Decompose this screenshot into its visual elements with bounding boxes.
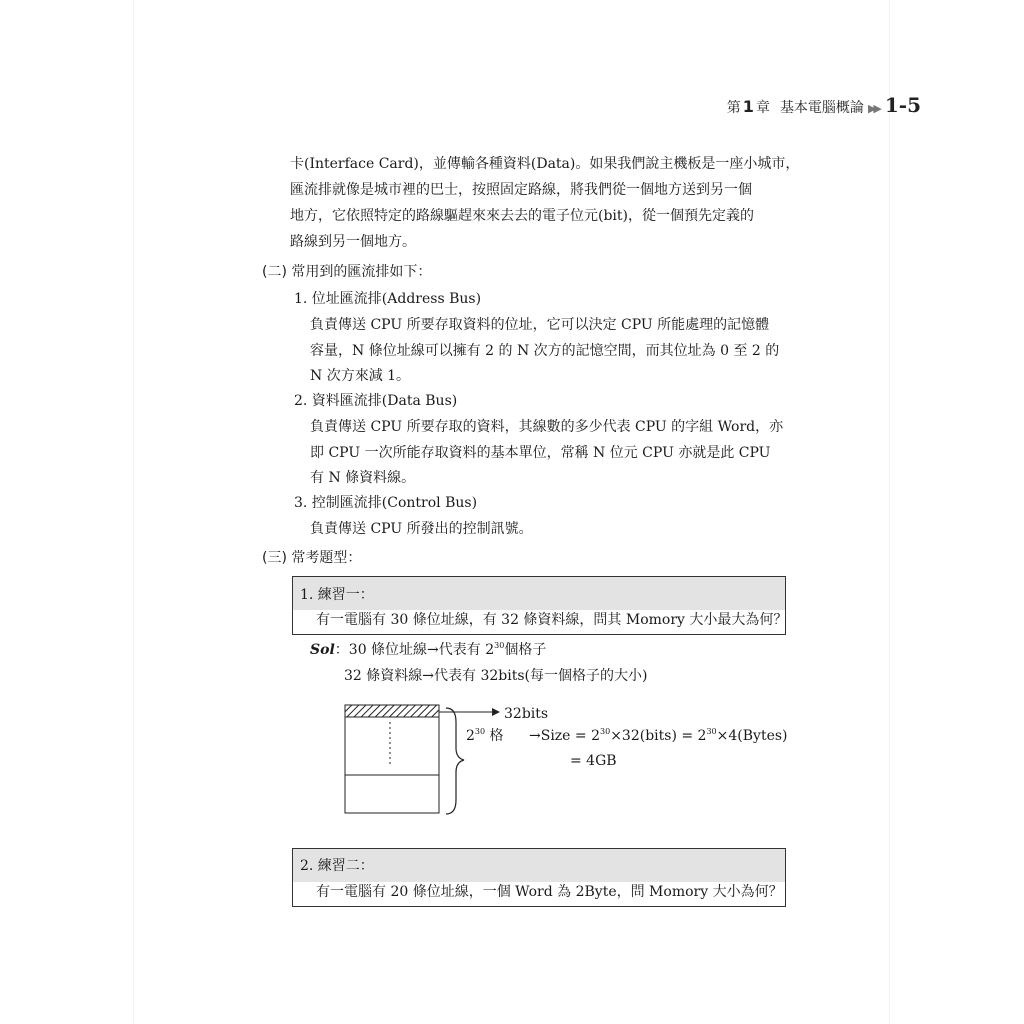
solution-line-2: 32 條資料線→代表有 32bits(每一個格子的大小) (344, 668, 648, 684)
chapter-suffix: 章 (755, 100, 770, 116)
rows-label (466, 726, 504, 746)
rows-brace (446, 708, 464, 814)
rows-exponent: 30 (474, 727, 486, 736)
intro-line-4: 路線到另一個地方。 (290, 234, 416, 250)
memory-first-cell-hatched (345, 705, 439, 717)
solution-line-1-b: 個格子 (504, 642, 547, 658)
memory-diagram (342, 700, 762, 820)
item-1-line-2: 容量，N 條位址線可以擁有 2 的 N 次方的記憶空間，而其位址為 0 至 2 的 (310, 343, 780, 359)
item-1-title: 1. 位址匯流排(Address Bus) (294, 291, 482, 307)
section-3-heading: (三) 常考題型： (262, 550, 362, 566)
size-exponent-2: 30 (706, 727, 717, 736)
width-arrowhead (492, 708, 500, 716)
exercise-2-question: 有一電腦有 20 條位址線，一個 Word 為 2Byte，問 Momory 大小為何？ (316, 884, 783, 900)
chapter-number: 1 (742, 97, 754, 116)
section-2-heading: (二) 常用到的匯流排如下： (262, 264, 432, 280)
chapter-title: 基本電腦概論 (779, 100, 864, 116)
size-result: = 4GB (570, 753, 617, 769)
item-3-title: 3. 控制匯流排(Control Bus) (294, 495, 478, 511)
item-2-title: 2. 資料匯流排(Data Bus) (294, 393, 458, 409)
item-3-line-1: 負責傳送 CPU 所發出的控制訊號。 (310, 521, 533, 537)
item-2-line-1: 負責傳送 CPU 所要存取的資料，其線數的多少代表 CPU 的字組 Word，亦 (310, 419, 784, 435)
memory-block-outline (345, 705, 439, 813)
chapter-prefix: 第 (726, 100, 741, 116)
item-1-line-1: 負責傳送 CPU 所要存取資料的位址，它可以決定 CPU 所能處理的記憶體 (310, 317, 770, 333)
item-2-line-3: 有 N 條資料線。 (310, 470, 416, 486)
intro-line-2: 匯流排就像是城市裡的巴士，按照固定路線，將我們從一個地方送到另一個 (290, 182, 752, 198)
rows-base: 2 (466, 728, 475, 744)
running-header (727, 93, 921, 117)
page-number: 1-5 (884, 93, 921, 117)
size-formula-c: ×4(Bytes) (716, 728, 788, 744)
rows-unit: 格 (485, 728, 504, 744)
solution-line-1 (310, 640, 546, 660)
size-formula (529, 726, 788, 746)
exercise-1-title: 1. 練習一： (300, 587, 374, 603)
size-exponent-1: 30 (600, 727, 611, 736)
solution-label: Sol (310, 642, 335, 658)
intro-line-3: 地方，它依照特定的路線驅趕來來去去的電子位元(bit)，從一個預先定義的 (290, 208, 754, 224)
intro-line-1: 卡(Interface Card)，並傳輸各種資料(Data)。如果我們說主機板是一座小城市， (290, 156, 800, 172)
exercise-1-question: 有一電腦有 30 條位址線，有 32 條資料線，問其 Momory 大小最大為何？ (316, 612, 788, 628)
item-2-line-2: 即 CPU 一次所能存取資料的基本單位，常稱 N 位元 CPU 亦就是此 CPU (310, 445, 771, 461)
solution-exponent: 30 (494, 641, 505, 650)
item-1-line-3: N 次方來減 1。 (310, 368, 411, 384)
exercise-2-title: 2. 練習二： (300, 858, 374, 874)
size-formula-b: ×32(bits) = 2 (610, 728, 707, 744)
solution-line-1-a: ：30 條位址線→代表有 2 (334, 642, 495, 658)
width-label: 32bits (504, 706, 549, 722)
double-arrow-icon: ▶▶ (867, 102, 879, 115)
size-formula-a: →Size = 2 (529, 728, 600, 744)
